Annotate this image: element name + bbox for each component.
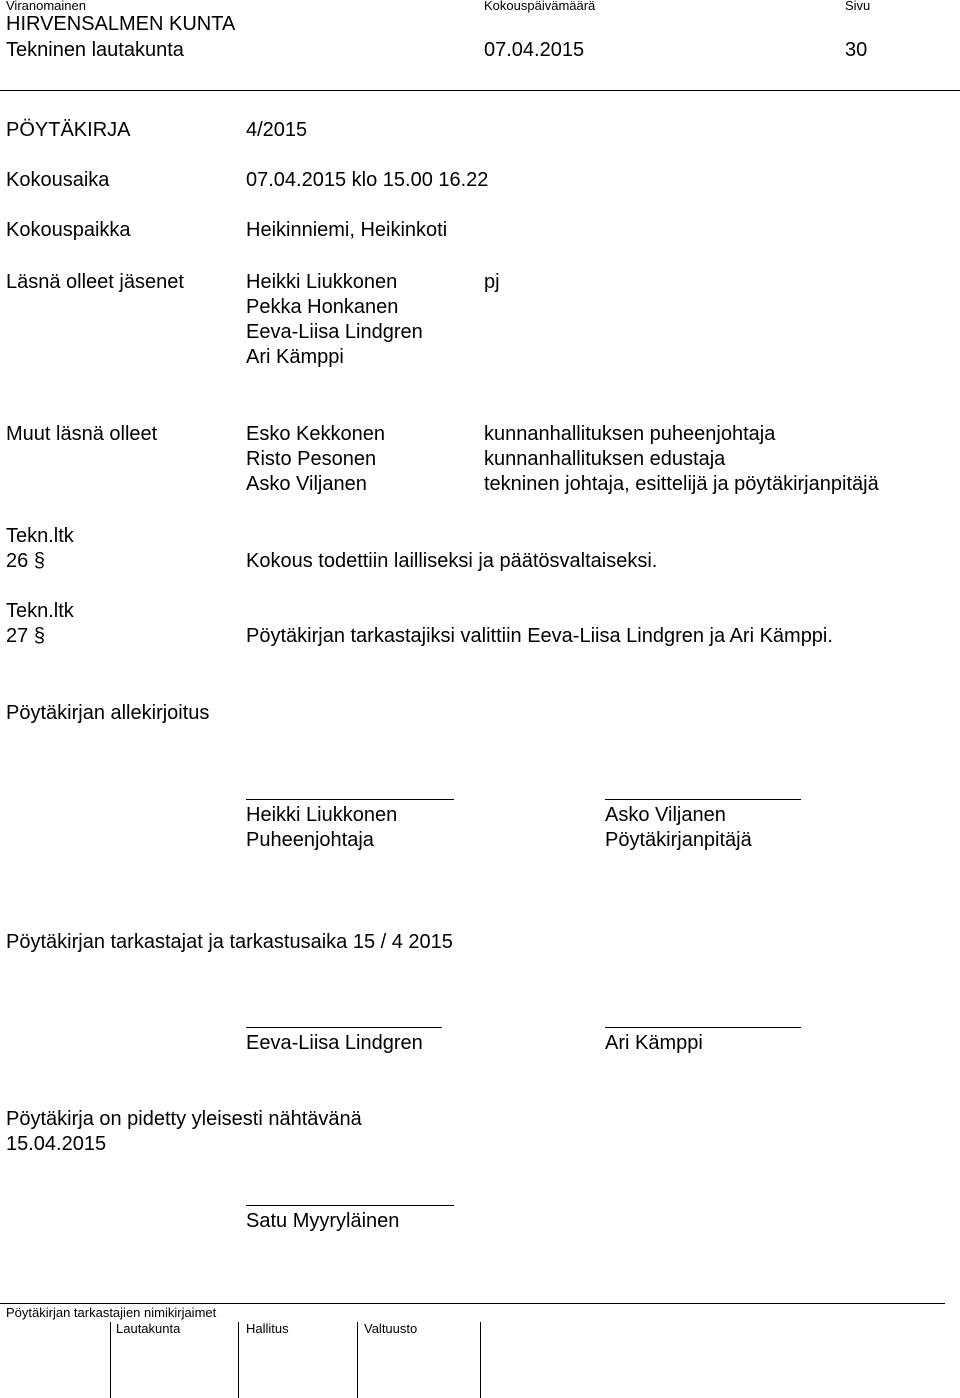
other-person-name: Esko Kekkonen: [246, 423, 385, 445]
section-number-row: [6, 549, 50, 573]
chair-signature-title: Puheenjohtaja: [246, 829, 374, 851]
meeting-time-label: Kokousaika: [6, 169, 110, 191]
signature-line: [605, 1027, 801, 1028]
meeting-date: 07.04.2015: [484, 39, 585, 61]
footer-column-divider: [480, 1322, 481, 1398]
section-number-row: [6, 624, 50, 648]
chair-signature-name: Heikki Liukkonen: [246, 804, 398, 826]
header-authority-label: Viranomainen: [6, 0, 86, 13]
section-prefix: Tekn.ltk: [6, 525, 74, 547]
publication-signer: Satu Myyryläinen: [246, 1210, 400, 1232]
section-symbol: §: [33, 625, 45, 647]
footer-board-label: Lautakunta: [116, 1321, 181, 1336]
signature-line: [246, 799, 454, 800]
signature-line: [605, 799, 801, 800]
chair-mark: pj: [484, 271, 500, 293]
footer-column-divider: [357, 1322, 358, 1398]
footer-council-label: Valtuusto: [364, 1321, 418, 1336]
footer-government-label: Hallitus: [246, 1321, 289, 1336]
others-label: Muut läsnä olleet: [6, 423, 158, 445]
section-text: Kokous todettiin lailliseksi ja päätösvaltaiseksi.: [246, 550, 658, 572]
member-name: Heikki Liukkonen: [246, 271, 398, 293]
header-date-label: Kokouspäivämäärä: [484, 0, 596, 13]
signature-line: [246, 1205, 454, 1206]
other-person-role: kunnanhallituksen edustaja: [484, 448, 726, 470]
section-number: 26: [6, 550, 29, 572]
secretary-signature-title: Pöytäkirjanpitäjä: [605, 829, 752, 851]
meeting-time-value: 07.04.2015 klo 15.00 16.22: [246, 169, 489, 191]
signatures-label: Pöytäkirjan allekirjoitus: [6, 702, 210, 724]
header-page-label: Sivu: [845, 0, 871, 13]
footer-divider: [0, 1303, 945, 1304]
inspector-name: Eeva-Liisa Lindgren: [246, 1032, 423, 1054]
meeting-place-label: Kokouspaikka: [6, 219, 131, 241]
other-person-role: tekninen johtaja, esittelijä ja pöytäkirjanpitäjä: [484, 473, 879, 495]
other-person-name: Risto Pesonen: [246, 448, 377, 470]
section-number: 27: [6, 625, 29, 647]
other-person-name: Asko Viljanen: [246, 473, 367, 495]
section-text: Pöytäkirjan tarkastajiksi valittiin Eeva-Liisa Lindgren ja Ari Kämppi.: [246, 625, 833, 647]
header-divider: [0, 90, 960, 91]
other-person-role: kunnanhallituksen puheenjohtaja: [484, 423, 776, 445]
board-name: Tekninen lautakunta: [6, 39, 184, 61]
publication-label: Pöytäkirja on pidetty yleisesti nähtävänä: [6, 1108, 362, 1130]
secretary-signature-name: Asko Viljanen: [605, 804, 726, 826]
member-name: Eeva-Liisa Lindgren: [246, 321, 423, 343]
meeting-place-value: Heikinniemi, Heikinkoti: [246, 219, 448, 241]
members-label: Läsnä olleet jäsenet: [6, 271, 184, 293]
member-name: Pekka Honkanen: [246, 296, 399, 318]
section-symbol: §: [33, 550, 45, 572]
footer-column-divider: [238, 1322, 239, 1398]
municipality-name: HIRVENSALMEN KUNTA: [6, 13, 236, 35]
inspector-name: Ari Kämppi: [605, 1032, 703, 1054]
page-number: 30: [845, 39, 868, 61]
member-name: Ari Kämppi: [246, 346, 344, 368]
section-prefix: Tekn.ltk: [6, 600, 74, 622]
footer-column-divider: [110, 1322, 111, 1398]
doc-type-label: PÖYTÄKIRJA: [6, 119, 131, 141]
inspection-label: Pöytäkirjan tarkastajat ja tarkastusaika 15 / 4 2015: [6, 931, 453, 953]
doc-number: 4/2015: [246, 119, 308, 141]
publication-date: 15.04.2015: [6, 1133, 107, 1155]
signature-line: [246, 1027, 442, 1028]
footer-label: Pöytäkirjan tarkastajien nimikirjaimet: [6, 1305, 217, 1320]
